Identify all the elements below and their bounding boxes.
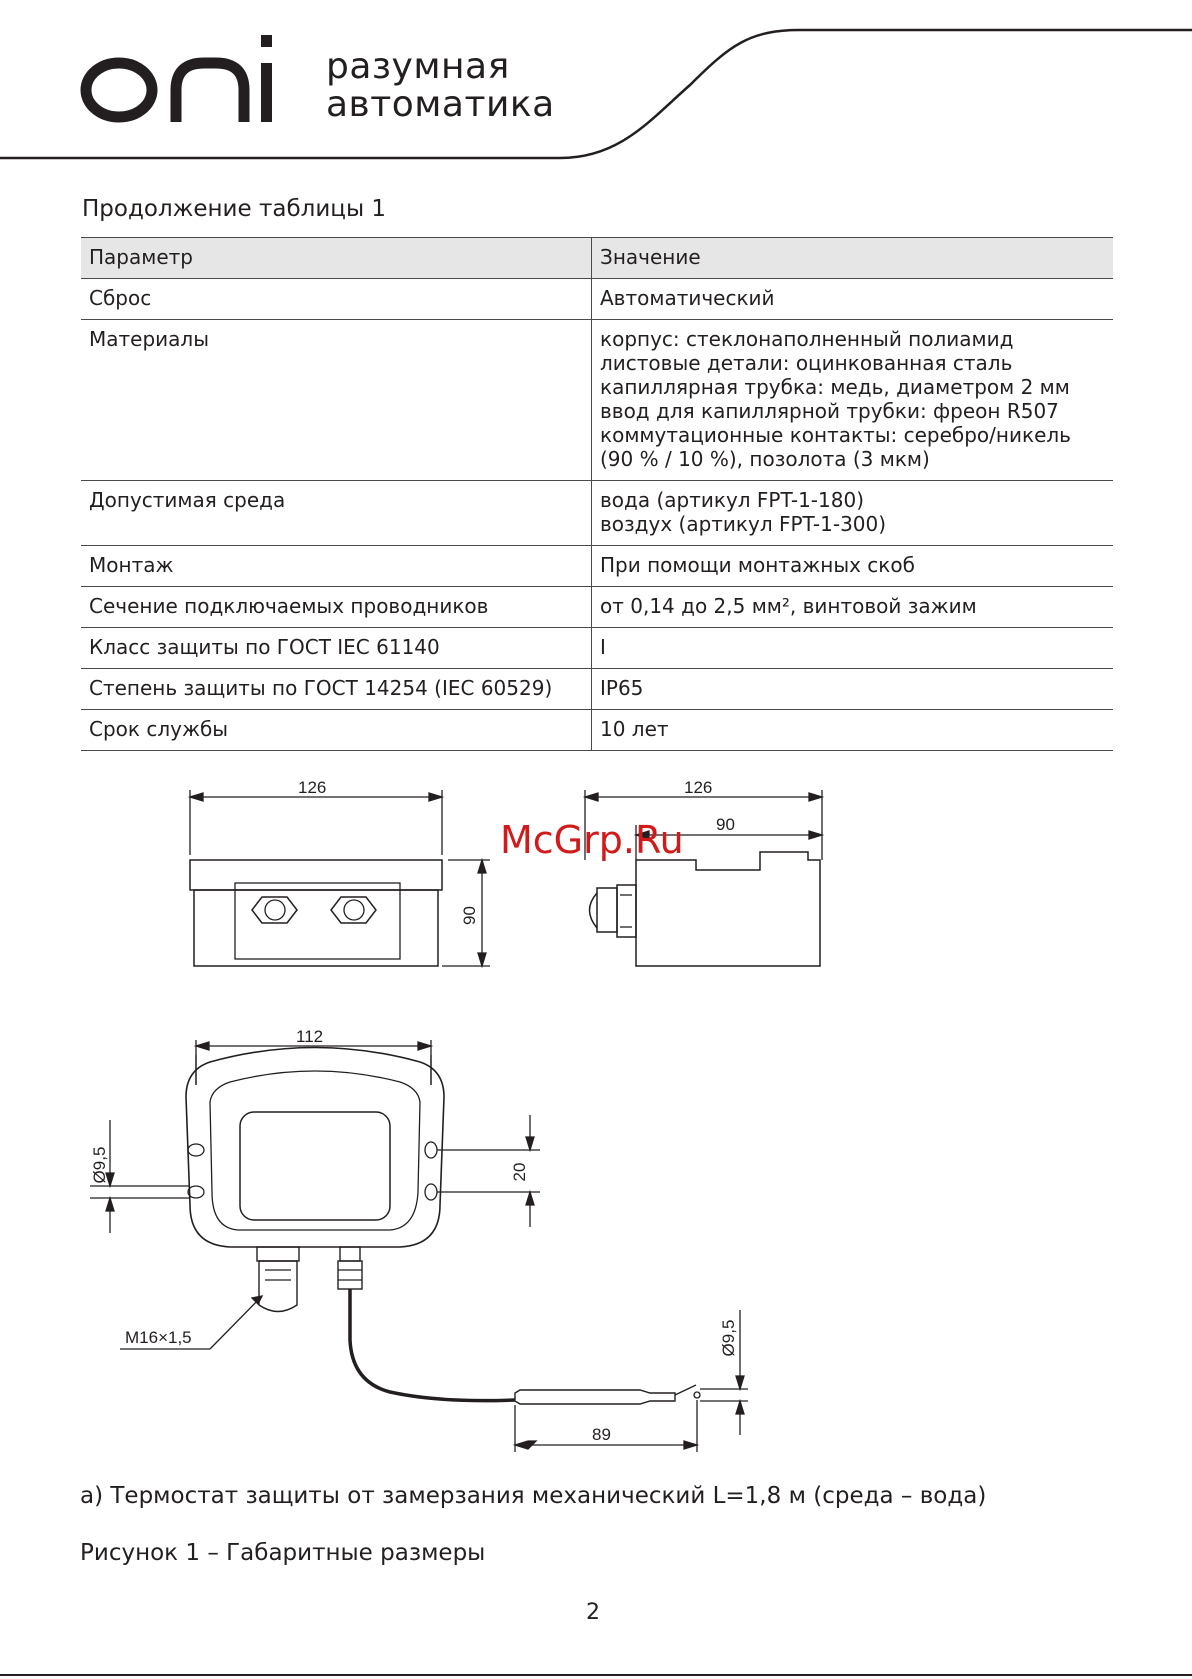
spec-table — [81, 237, 1113, 751]
value-line: воздух (артикул FPT-1-300) — [600, 512, 887, 536]
page-number: 2 — [586, 1600, 600, 1625]
row-value: Автоматический — [592, 279, 1114, 320]
row-value — [592, 320, 1114, 481]
table-row — [81, 320, 1113, 481]
row-param: Сброс — [81, 279, 592, 320]
row-value: I — [592, 628, 1114, 669]
column-header-value: Значение — [592, 238, 1114, 279]
row-param: Срок службы — [81, 710, 592, 751]
row-param: Допустимая среда — [81, 481, 592, 546]
dimension-drawing — [0, 760, 1192, 1460]
value-line: капиллярная трубка: медь, диаметром 2 мм — [600, 375, 1070, 399]
footer-divider — [0, 1674, 1192, 1676]
value-line: корпус: стеклонаполненный полиамид — [600, 327, 1014, 351]
value-line: (90 % / 10 %), позолота (3 мкм) — [600, 447, 930, 471]
row-value: 10 лет — [592, 710, 1114, 751]
value-line: листовые детали: оцинкованная сталь — [600, 351, 1013, 375]
value-line: вода (артикул FPT-1-180) — [600, 488, 865, 512]
table-row — [81, 669, 1113, 710]
page-header — [0, 0, 1192, 170]
gland-thread-label: M16×1,5 — [125, 1328, 192, 1347]
table-row — [81, 481, 1113, 546]
tagline-line2: автоматика — [326, 84, 555, 125]
table-row — [81, 279, 1113, 320]
row-param: Класс защиты по ГОСТ IEC 61140 — [81, 628, 592, 669]
front-height-label: 90 — [460, 906, 479, 925]
tagline-line1: разумная — [326, 46, 510, 87]
row-param: Материалы — [81, 320, 592, 481]
brand-tagline — [326, 48, 555, 124]
probe-diameter-label: Ø9,5 — [719, 1319, 738, 1357]
figure-caption: а) Термостат защиты от замерзания механический L=1,8 м (среда – вода) — [80, 1483, 987, 1509]
front-view — [190, 790, 490, 966]
hole-spacing-label: 20 — [510, 1162, 529, 1182]
side-view — [585, 790, 822, 966]
side-depth-label: 90 — [716, 815, 735, 834]
row-value — [592, 481, 1114, 546]
table-row — [81, 587, 1113, 628]
table-row — [81, 628, 1113, 669]
row-param: Монтаж — [81, 546, 592, 587]
side-width-label: 126 — [684, 778, 713, 797]
row-value: IP65 — [592, 669, 1114, 710]
top-width-label: 112 — [296, 1027, 324, 1046]
row-value: При помощи монтажных скоб — [592, 546, 1114, 587]
row-param: Степень защиты по ГОСТ 14254 (IEC 60529) — [81, 669, 592, 710]
row-value: от 0,14 до 2,5 мм², винтовой зажим — [592, 587, 1114, 628]
hole-diameter-label: Ø9,5 — [90, 1146, 109, 1184]
column-header-param: Параметр — [81, 238, 592, 279]
top-view — [90, 1040, 748, 1452]
table-caption: Продолжение таблицы 1 — [82, 196, 387, 222]
table-row — [81, 546, 1113, 587]
front-width-label: 126 — [298, 778, 327, 797]
value-line: ввод для капиллярной трубки: фреон R507 — [600, 399, 1059, 423]
probe-length-label: 89 — [592, 1425, 611, 1444]
value-line: коммутационные контакты: серебро/никель — [600, 423, 1071, 447]
figure-title: Рисунок 1 – Габаритные размеры — [80, 1540, 486, 1566]
watermark: McGrp.Ru — [500, 818, 684, 862]
table-header-row — [81, 238, 1113, 279]
row-param: Сечение подключаемых проводников — [81, 587, 592, 628]
table-row — [81, 710, 1113, 751]
oni-logo — [78, 30, 288, 125]
